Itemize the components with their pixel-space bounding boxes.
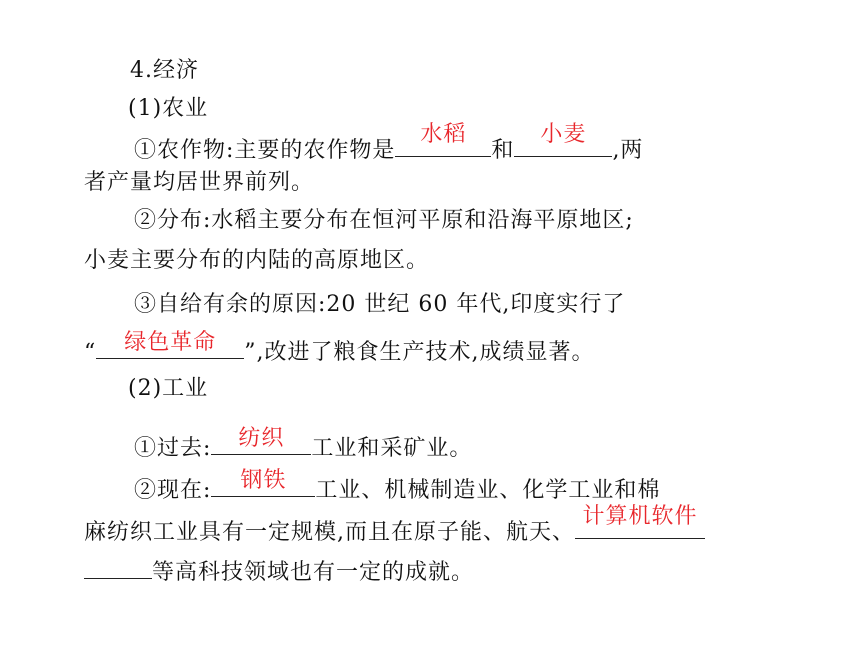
present-suffix-1: 工业、机械制造业、化学工业和棉	[315, 478, 661, 503]
past-answer: 纺织	[238, 426, 285, 451]
past-blank	[211, 428, 311, 455]
crops-prefix: ①农作物:主要的农作物是	[134, 138, 396, 163]
industry-heading: (2)工业	[128, 376, 209, 401]
crops-line-2: 者产量均居世界前列。	[84, 170, 315, 195]
crops-answer-2: 小麦	[540, 122, 587, 147]
distribution-line-2: 小麦主要分布的内陆的高原地区。	[84, 248, 430, 273]
industry-past-line	[134, 426, 473, 461]
present-blank-2	[575, 504, 705, 539]
surplus-open-quote: “	[84, 340, 97, 365]
distribution-line-1: ②分布:水稻主要分布在恒河平原和沿海平原地区;	[134, 208, 634, 233]
industry-present-line-3	[84, 552, 475, 585]
surplus-blank	[96, 332, 244, 359]
present-answer-1: 钢铁	[240, 468, 287, 493]
present-line3-suffix: 等高科技领域也有一定的成就。	[152, 560, 475, 585]
section-heading: 4.经济	[130, 58, 199, 83]
present-prefix: ②现在:	[134, 478, 212, 503]
agriculture-heading: (1)农业	[128, 96, 209, 121]
crops-blank-2	[514, 122, 612, 157]
crops-suffix: ,两	[612, 138, 644, 163]
surplus-answer: 绿色革命	[124, 330, 217, 355]
crops-middle: 和	[491, 138, 515, 163]
present-blank-1	[211, 470, 315, 497]
crops-blank-1	[395, 122, 491, 157]
surplus-line-1: ③自给有余的原因:20 世纪 60 年代,印度实行了	[134, 292, 626, 317]
industry-present-line-1	[134, 468, 661, 503]
present-blank-2-continued	[84, 552, 152, 579]
present-answer-2: 计算机软件	[582, 504, 698, 529]
crops-answer-1: 水稻	[420, 122, 467, 147]
crops-line-1	[134, 122, 644, 163]
surplus-suffix: ”,改进了粮食生产技术,成绩显著。	[244, 340, 595, 365]
surplus-line-2	[84, 330, 595, 365]
industry-present-line-2	[84, 504, 705, 545]
past-suffix: 工业和采矿业。	[311, 436, 473, 461]
past-prefix: ①过去:	[134, 436, 212, 461]
present-line2-prefix: 麻纺织工业具有一定规模,而且在原子能、航天、	[84, 520, 575, 545]
